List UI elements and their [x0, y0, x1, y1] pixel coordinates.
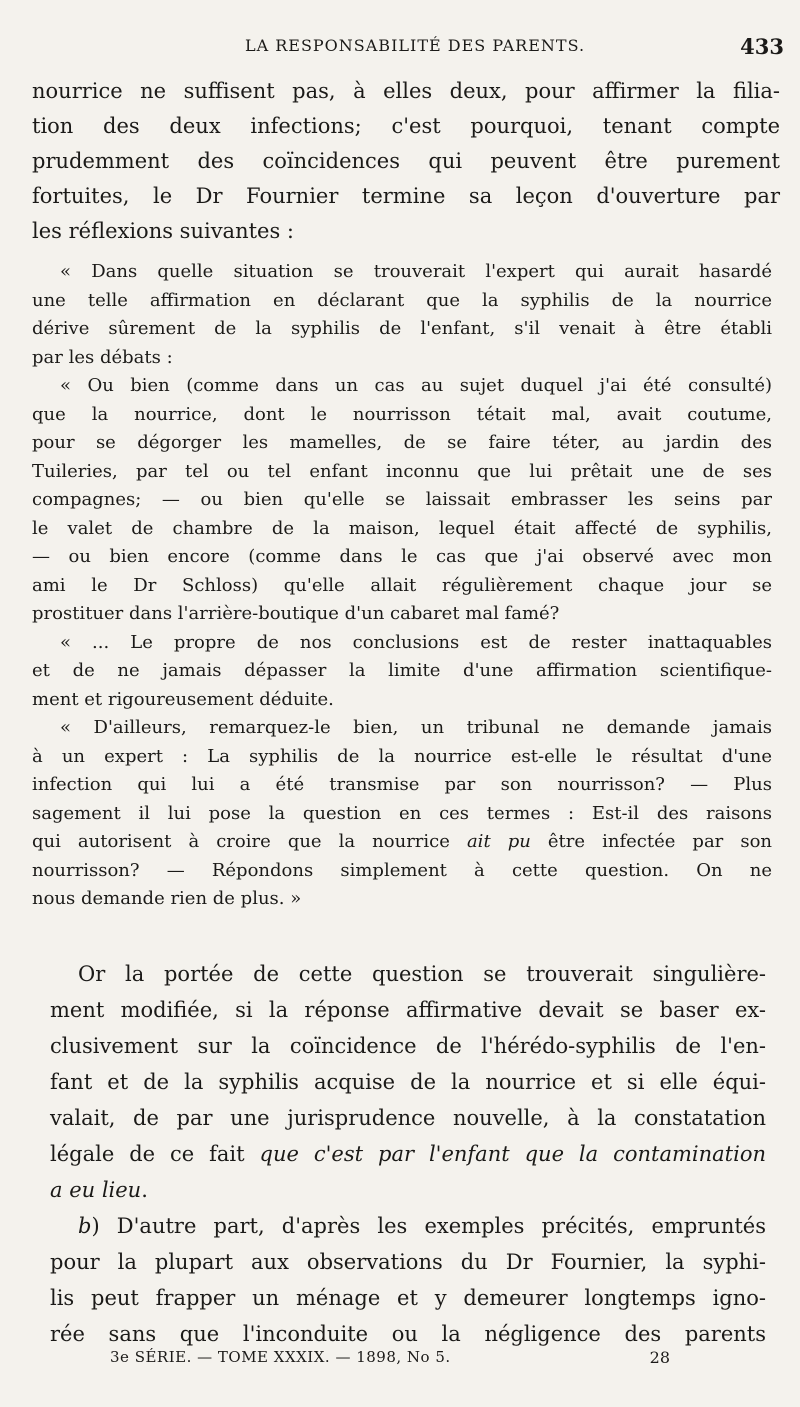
- text-line: fant et de la syphilis acquise de la nourrice et si elle équi-: [50, 1070, 766, 1094]
- text-line: les réflexions suivantes :: [32, 219, 294, 243]
- running-title: LA RESPONSABILITÉ DES PARENTS.: [244, 36, 586, 55]
- text-line: ment et rigoureusement déduite.: [32, 688, 334, 710]
- text-line: « D'ailleurs, remarquez-le bien, un tribunal ne demande jamais: [60, 717, 772, 738]
- text-line: [50, 1208, 766, 1244]
- text-line: et de ne jamais dépasser la limite d'une affirmation scientifique-: [32, 660, 772, 681]
- text-line: sagement il lui pose la question en ces termes : Est-il des raisons: [32, 802, 772, 824]
- text-line: compagnes; — ou bien qu'elle se laissait embrasser les seins par: [32, 489, 772, 510]
- text-line: clusivement sur la coïncidence de l'hérédo-syphilis de l'en-: [50, 1034, 766, 1058]
- series-signature: 3e SÉRIE. — TOME XXXIX. — 1898, No 5.: [110, 1348, 451, 1366]
- text-line: prostituer dans l'arrière-boutique d'un cabaret mal famé?: [32, 603, 560, 624]
- text-line: nous demande rien de plus. »: [32, 888, 302, 909]
- text-line: infection qui lui a été transmise par son nourrisson? — Plus: [32, 774, 772, 795]
- text-line: que la nourrice, dont le nourrisson tétait mal, avait coutume,: [32, 403, 772, 425]
- sheet-number: 28: [649, 1348, 670, 1367]
- text-line: le valet de chambre de la maison, lequel était affecté de syphilis,: [32, 517, 772, 539]
- lead-paragraph: [32, 74, 780, 249]
- text-run: qui autorisent à croire que la nourrice: [32, 831, 467, 852]
- quoted-passage: [32, 258, 772, 914]
- text-line: « Dans quelle situation se trouverait l'expert qui aurait hasardé: [60, 261, 772, 282]
- text-line: Tuileries, par tel ou tel enfant inconnu que lui prêtait une de ses: [32, 460, 772, 482]
- text-line: nourrice ne suffisent pas, à elles deux, pour affirmer la filia-: [32, 79, 780, 103]
- text-line: rée sans que l'inconduite ou la négligence des parents: [50, 1322, 766, 1346]
- text-line: prudemment des coïncidences qui peuvent être purement: [32, 149, 780, 173]
- text-line: « Ou bien (comme dans un cas au sujet duquel j'ai été consulté): [60, 375, 772, 396]
- text-line: une telle affirmation en déclarant que la syphilis de la nourrice: [32, 289, 772, 311]
- text-line: nourrisson? — Répondons simplement à cette question. On ne: [32, 859, 772, 881]
- text-run: .: [141, 1178, 148, 1202]
- text-line: pour la plupart aux observations du Dr Fournier, la syphi-: [50, 1250, 766, 1274]
- text-line: lis peut frapper un ménage et y demeurer longtemps igno-: [50, 1286, 766, 1310]
- text-line: [32, 828, 772, 857]
- italic-text: ait pu: [466, 831, 531, 852]
- closing-paragraphs: [50, 956, 766, 1352]
- text-line: ment modifiée, si la réponse affirmative devait se baser ex-: [50, 998, 766, 1022]
- text-line: — ou bien encore (comme dans le cas que j'ai observé avec mon: [32, 546, 772, 567]
- text-line: valait, de par une jurisprudence nouvelle, à la constatation: [50, 1106, 766, 1130]
- text-line: tion des deux infections; c'est pourquoi, tenant compte: [32, 114, 780, 138]
- text-line: Or la portée de cette question se trouverait singulière-: [78, 962, 766, 986]
- text-run: ) D'autre part, d'après les exemples précités, empruntés: [91, 1214, 766, 1238]
- text-line: à un expert : La syphilis de la nourrice est-elle le résultat d'une: [32, 745, 772, 767]
- page-number: 433: [740, 34, 784, 59]
- text-line: ami le Dr Schloss) qu'elle allait régulièrement chaque jour se: [32, 574, 772, 596]
- text-run: légale de ce fait: [50, 1142, 260, 1166]
- text-line: [50, 1172, 766, 1208]
- text-line: dérive sûrement de la syphilis de l'enfant, s'il venait à être établi: [32, 318, 772, 339]
- text-line: par les débats :: [32, 346, 173, 368]
- page-footer: [110, 1348, 670, 1374]
- text-line: [50, 1136, 766, 1172]
- italic-text: b: [78, 1214, 92, 1238]
- text-line: fortuites, le Dr Fournier termine sa leçon d'ouverture par: [32, 184, 780, 208]
- running-head: [40, 34, 790, 60]
- italic-text: a eu lieu: [50, 1178, 142, 1202]
- text-run: être infectée par son: [530, 831, 772, 852]
- text-line: « ... Le propre de nos conclusions est de rester inattaquables: [60, 631, 772, 653]
- text-line: pour se dégorger les mamelles, de se faire téter, au jardin des: [32, 432, 772, 453]
- italic-text: que c'est par l'enfant que la contamination: [259, 1142, 767, 1166]
